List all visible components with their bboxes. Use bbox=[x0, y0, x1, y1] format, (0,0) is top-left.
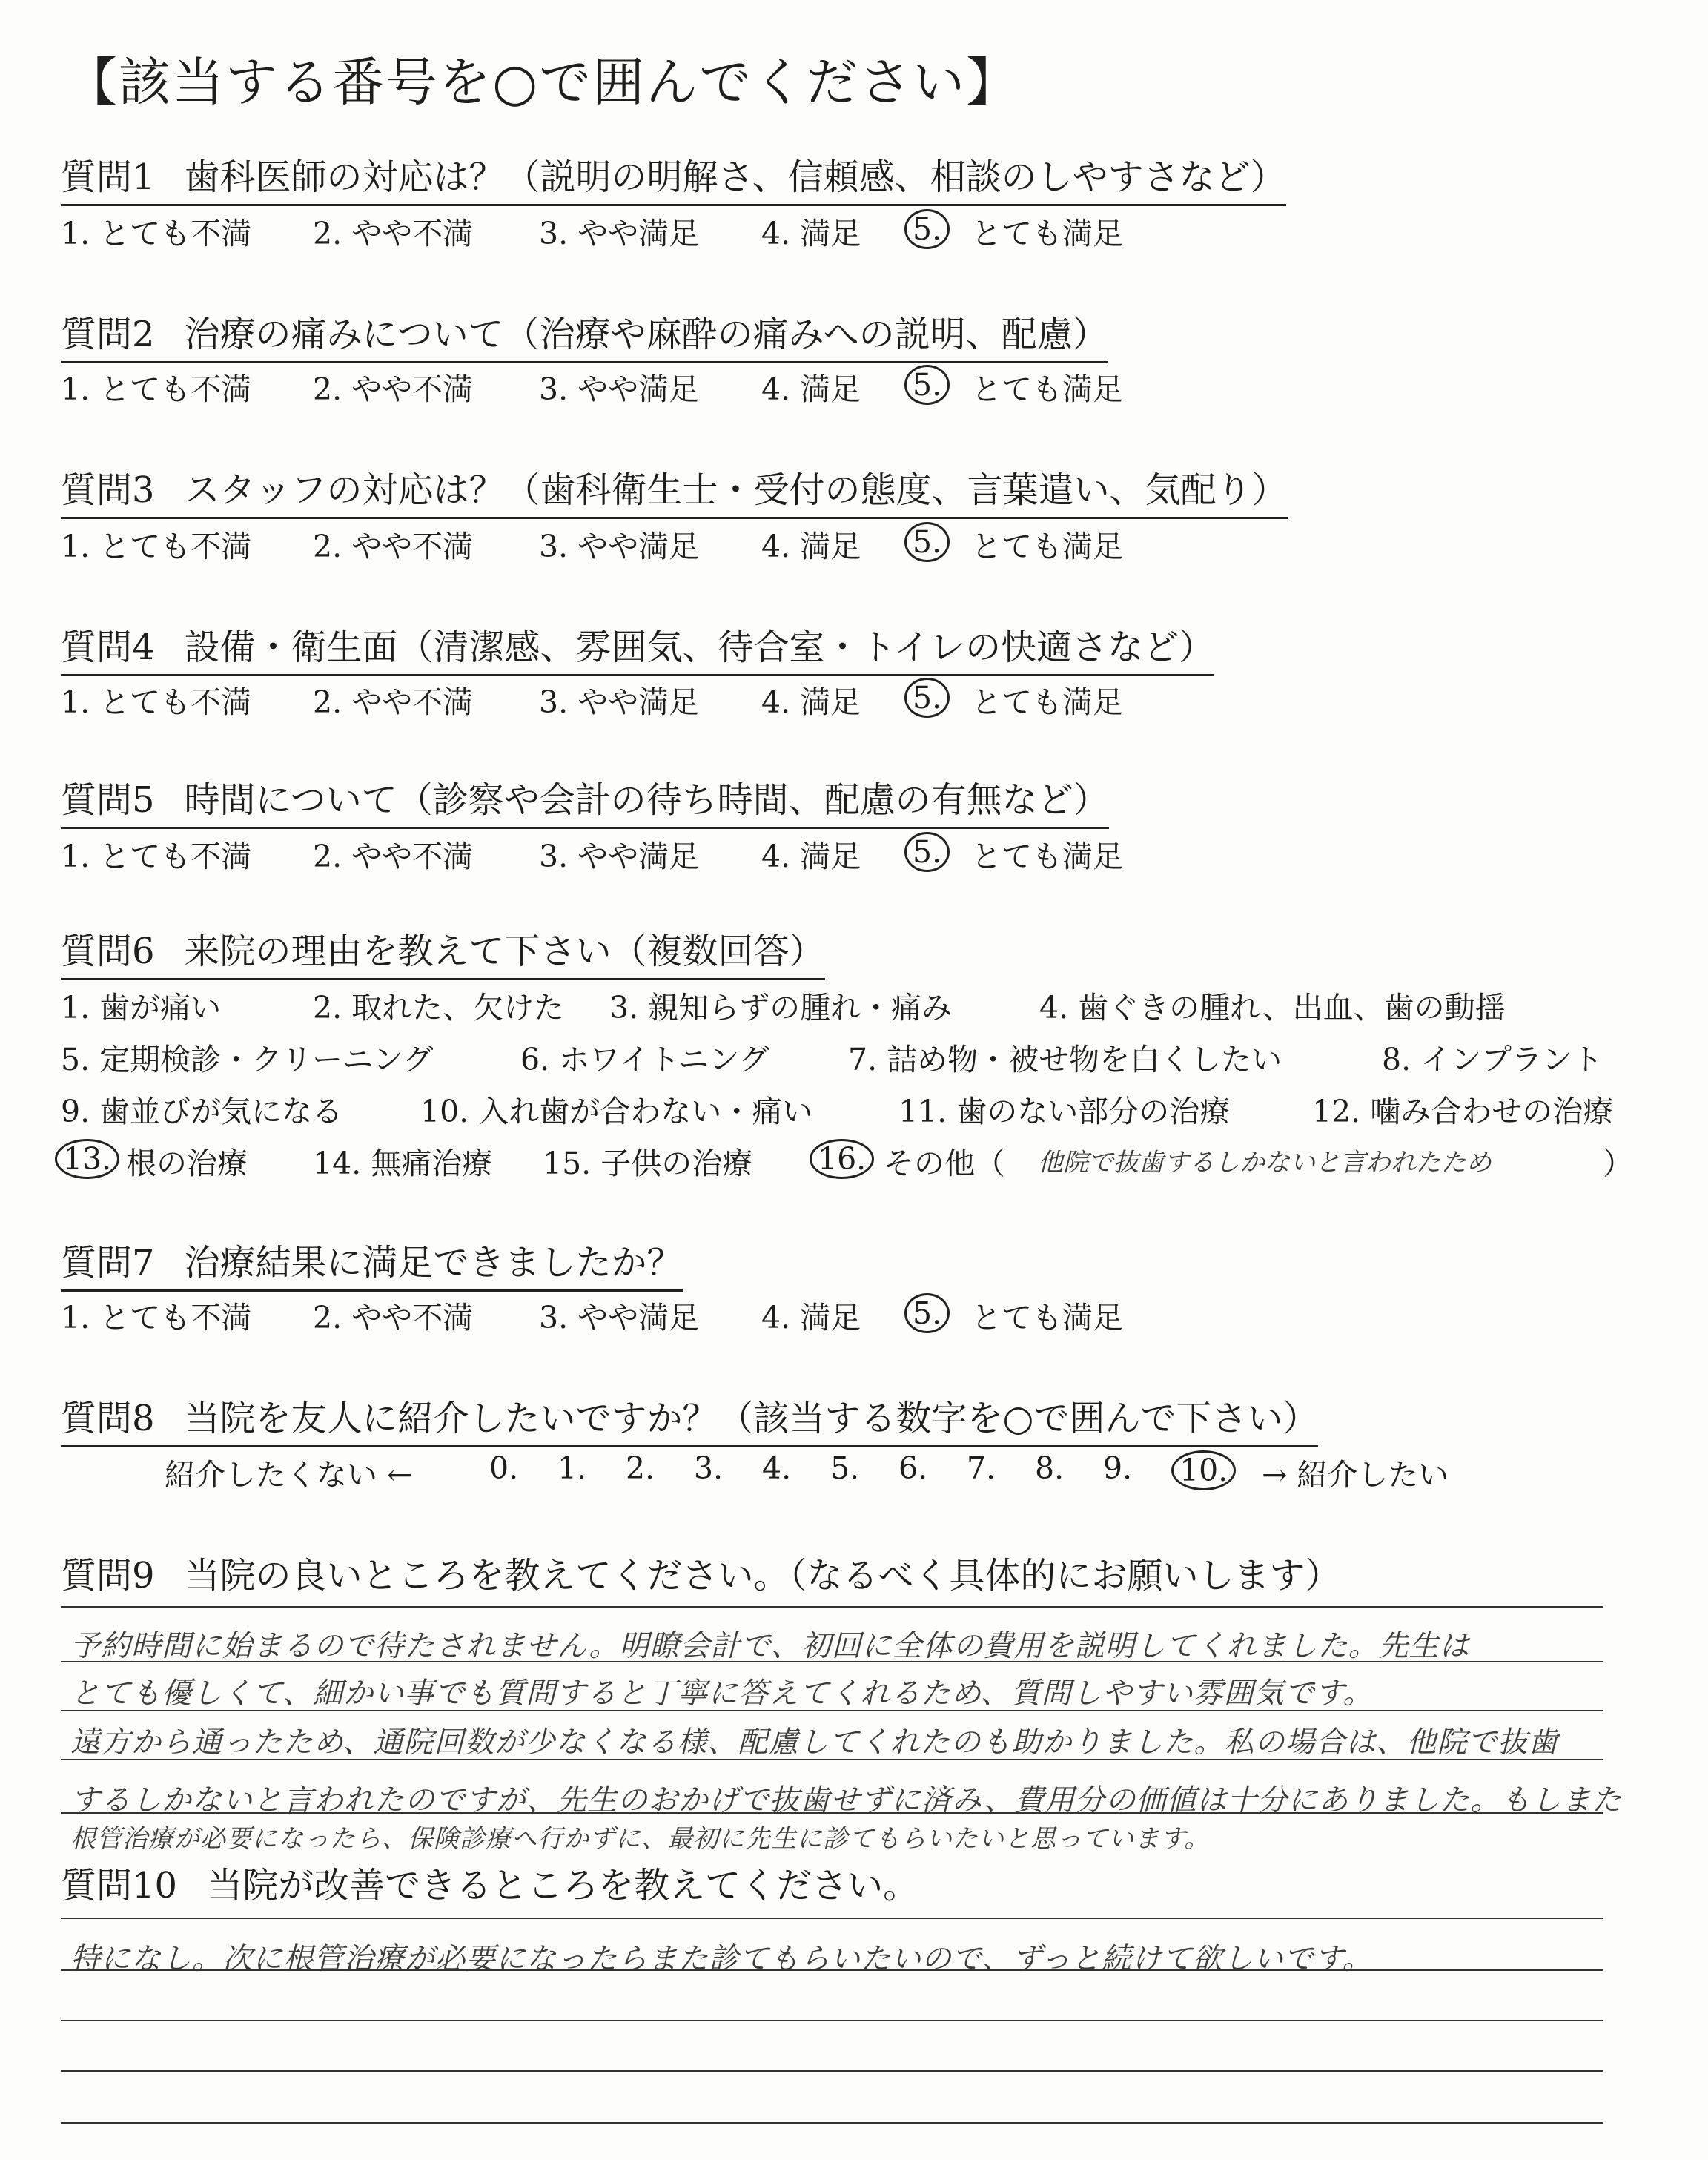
reason-option-14[interactable]: 14. 無痛治療 bbox=[313, 1146, 493, 1181]
rating-option-5-selected[interactable]: 5. bbox=[904, 1293, 950, 1333]
reason-option-11[interactable]: 11. 歯のない部分の治療 bbox=[898, 1094, 1231, 1129]
reason-option-7[interactable]: 7. 詰め物・被せ物を白くしたい bbox=[848, 1042, 1282, 1077]
scale-option-0[interactable]: 0. bbox=[489, 1450, 519, 1486]
rating-option-2[interactable]: 2. やや不満 bbox=[313, 684, 474, 720]
scale-option-7[interactable]: 7. bbox=[967, 1450, 996, 1486]
rating-option-4[interactable]: 4. 満足 bbox=[761, 216, 861, 251]
question-9-answer-line-4[interactable]: するしかないと言われたのですが、先生のおかげで抜歯せずに済み、費用分の価値は十分にありました。もしまた bbox=[70, 1783, 1623, 1817]
rating-option-3[interactable]: 3. やや満足 bbox=[539, 371, 700, 407]
rating-option-4[interactable]: 4. 満足 bbox=[761, 684, 861, 720]
rating-option-4[interactable]: 4. 満足 bbox=[761, 529, 861, 564]
rating-option-2[interactable]: 2. やや不満 bbox=[313, 839, 474, 874]
rating-option-2[interactable]: 2. やや不満 bbox=[313, 216, 474, 251]
question-8-text: 当院を友人に紹介したいですか？（該当する数字を○で囲んで下さい） bbox=[184, 1398, 1319, 1439]
rating-option-1[interactable]: 1. とても不満 bbox=[61, 839, 252, 874]
question-6-title bbox=[61, 922, 825, 980]
question-7-title bbox=[61, 1234, 683, 1292]
rating-option-1[interactable]: 1. とても不満 bbox=[61, 1300, 252, 1335]
rating-option-2[interactable]: 2. やや不満 bbox=[313, 529, 474, 564]
question-7-label: 質問7 bbox=[61, 1242, 155, 1284]
scale-option-2[interactable]: 2. bbox=[626, 1450, 655, 1486]
question-2-title bbox=[61, 305, 1108, 363]
reason-option-5[interactable]: 5. 定期検診・クリーニング bbox=[61, 1042, 434, 1077]
scale-option-1[interactable]: 1. bbox=[557, 1450, 587, 1486]
scale-left-label: 紹介したくない ← bbox=[165, 1457, 413, 1493]
answer-line bbox=[61, 1606, 1603, 1608]
question-9-answer-line-2[interactable]: とても優しくて、細かい事でも質問すると丁寧に答えてくれるため、質問しやすい雰囲気です。 bbox=[70, 1677, 1374, 1711]
reason-option-15[interactable]: 15. 子供の治療 bbox=[543, 1146, 753, 1181]
rating-option-4[interactable]: 4. 満足 bbox=[761, 371, 861, 407]
answer-line bbox=[61, 1759, 1603, 1760]
rating-option-2[interactable]: 2. やや不満 bbox=[313, 371, 474, 407]
rating-option-5-selected[interactable]: 5. bbox=[904, 522, 950, 562]
question-9-label: 質問9 bbox=[61, 1555, 155, 1596]
reason-option-16-selected[interactable]: 16. bbox=[810, 1139, 874, 1179]
scale-option-10-selected[interactable]: 10. bbox=[1171, 1450, 1236, 1490]
reason-option-13-label: 根の治療 bbox=[126, 1146, 248, 1181]
scale-option-6[interactable]: 6. bbox=[898, 1450, 928, 1486]
answer-line bbox=[61, 1812, 1603, 1814]
question-10-text: 当院が改善できるところを教えてください。 bbox=[207, 1865, 919, 1906]
reason-option-12[interactable]: 12. 噛み合わせの治療 bbox=[1312, 1094, 1614, 1129]
reason-option-6[interactable]: 6. ホワイトニング bbox=[520, 1042, 769, 1077]
rating-option-5-selected[interactable]: 5. bbox=[904, 365, 950, 405]
question-8-title bbox=[61, 1390, 1318, 1447]
reason-option-10[interactable]: 10. 入れ歯が合わない・痛い bbox=[420, 1094, 813, 1129]
question-2-label: 質問2 bbox=[61, 314, 155, 355]
rating-option-5-label: とても満足 bbox=[971, 684, 1123, 720]
rating-option-3[interactable]: 3. やや満足 bbox=[539, 216, 700, 251]
reason-other-answer[interactable]: 他院で抜歯するしかないと言われたため bbox=[1038, 1148, 1492, 1178]
rating-option-5-selected[interactable]: 5. bbox=[904, 678, 950, 718]
rating-option-5-label: とても満足 bbox=[971, 839, 1123, 874]
answer-line bbox=[61, 1661, 1603, 1662]
question-5-title bbox=[61, 771, 1109, 829]
answer-line bbox=[61, 1710, 1603, 1711]
question-5-label: 質問5 bbox=[61, 779, 155, 821]
answer-line bbox=[61, 1918, 1603, 1919]
scale-option-8[interactable]: 8. bbox=[1035, 1450, 1065, 1486]
rating-option-2[interactable]: 2. やや不満 bbox=[313, 1300, 474, 1335]
rating-option-1[interactable]: 1. とても不満 bbox=[61, 529, 252, 564]
reason-option-13-selected[interactable]: 13. bbox=[55, 1139, 119, 1179]
question-4-title bbox=[61, 618, 1214, 676]
rating-option-5-label: とても満足 bbox=[971, 371, 1123, 407]
reason-option-1[interactable]: 1. 歯が痛い bbox=[61, 990, 222, 1025]
rating-option-5-selected[interactable]: 5. bbox=[904, 209, 950, 249]
form-heading: 【該当する番号を○で囲んでください】 bbox=[65, 52, 1020, 113]
question-5-text: 時間について（診察や会計の待ち時間、配慮の有無など） bbox=[184, 779, 1109, 821]
rating-option-5-label: とても満足 bbox=[971, 1300, 1123, 1335]
reason-option-8[interactable]: 8. インプラント bbox=[1382, 1042, 1603, 1077]
rating-option-5-selected[interactable]: 5. bbox=[904, 832, 950, 872]
question-1-text: 歯科医師の対応は？（説明の明解さ、信頼感、相談のしやすさなど） bbox=[184, 156, 1286, 198]
question-7-text: 治療結果に満足できましたか？ bbox=[184, 1242, 683, 1284]
reason-option-9[interactable]: 9. 歯並びが気になる bbox=[61, 1094, 343, 1129]
question-6-text: 来院の理由を教えて下さい（複数回答） bbox=[184, 931, 825, 972]
scale-option-9[interactable]: 9. bbox=[1103, 1450, 1133, 1486]
rating-option-3[interactable]: 3. やや満足 bbox=[539, 684, 700, 720]
question-10-title bbox=[61, 1857, 918, 1912]
question-9-answer-line-3[interactable]: 遠方から通ったため、通院回数が少なくなる様、配慮してくれたのも助かりました。私の場合は、他院で抜歯 bbox=[70, 1725, 1559, 1760]
rating-option-3[interactable]: 3. やや満足 bbox=[539, 529, 700, 564]
question-3-text: スタッフの対応は？（歯科衛生士・受付の態度、言葉遣い、気配り） bbox=[184, 469, 1288, 511]
reason-option-4[interactable]: 4. 歯ぐきの腫れ、出血、歯の動揺 bbox=[1039, 990, 1506, 1025]
question-2-text: 治療の痛みについて（治療や麻酔の痛みへの説明、配慮） bbox=[184, 314, 1108, 355]
rating-option-1[interactable]: 1. とても不満 bbox=[61, 684, 252, 720]
rating-option-5-label: とても満足 bbox=[971, 216, 1123, 251]
rating-option-4[interactable]: 4. 満足 bbox=[761, 839, 861, 874]
rating-option-1[interactable]: 1. とても不満 bbox=[61, 216, 252, 251]
question-4-label: 質問4 bbox=[61, 627, 155, 668]
question-6-label: 質問6 bbox=[61, 931, 155, 972]
question-10-answer-line-1[interactable]: 特になし。次に根管治療が必要になったらまた診てもらいたいので、ずっと続けて欲しいです。 bbox=[70, 1942, 1373, 1976]
rating-option-3[interactable]: 3. やや満足 bbox=[539, 839, 700, 874]
rating-option-5-label: とても満足 bbox=[971, 529, 1123, 564]
reason-option-3[interactable]: 3. 親知らずの腫れ・痛み bbox=[609, 990, 953, 1025]
question-9-text: 当院の良いところを教えてください。（なるべく具体的にお願いします） bbox=[184, 1555, 1341, 1596]
rating-option-1[interactable]: 1. とても不満 bbox=[61, 371, 252, 407]
question-9-title bbox=[61, 1547, 1341, 1602]
question-3-label: 質問3 bbox=[61, 469, 155, 511]
rating-option-3[interactable]: 3. やや満足 bbox=[539, 1300, 700, 1335]
scale-option-5[interactable]: 5. bbox=[830, 1450, 860, 1486]
scale-option-3[interactable]: 3. bbox=[694, 1450, 724, 1486]
question-10-label: 質問10 bbox=[61, 1865, 178, 1906]
question-9-answer-line-5[interactable]: 根管治療が必要になったら、保険診療へ行かずに、最初に先生に診てもらいたいと思っています。 bbox=[70, 1824, 1211, 1854]
question-1-title bbox=[61, 148, 1286, 206]
rating-option-4[interactable]: 4. 満足 bbox=[761, 1300, 861, 1335]
question-8-label: 質問8 bbox=[61, 1398, 155, 1439]
reason-other-close: ） bbox=[1603, 1146, 1633, 1181]
question-3-title bbox=[61, 461, 1288, 519]
reason-option-16-label: その他（ bbox=[884, 1146, 1005, 1181]
question-4-text: 設備・衛生面（清潔感、雰囲気、待合室・トイレの快適さなど） bbox=[184, 627, 1215, 668]
reason-option-2[interactable]: 2. 取れた、欠けた bbox=[313, 990, 565, 1025]
scale-right-label: → 紹介したい bbox=[1262, 1457, 1449, 1493]
answer-line bbox=[61, 2020, 1603, 2021]
answer-line bbox=[61, 2070, 1603, 2072]
question-1-label: 質問1 bbox=[61, 156, 155, 198]
answer-line bbox=[61, 1969, 1603, 1971]
question-9-answer-line-1[interactable]: 予約時間に始まるので待たされません。明瞭会計で、初回に全体の費用を説明してくれました。先生は bbox=[70, 1629, 1470, 1663]
answer-line bbox=[61, 2122, 1603, 2124]
scale-option-4[interactable]: 4. bbox=[762, 1450, 792, 1486]
